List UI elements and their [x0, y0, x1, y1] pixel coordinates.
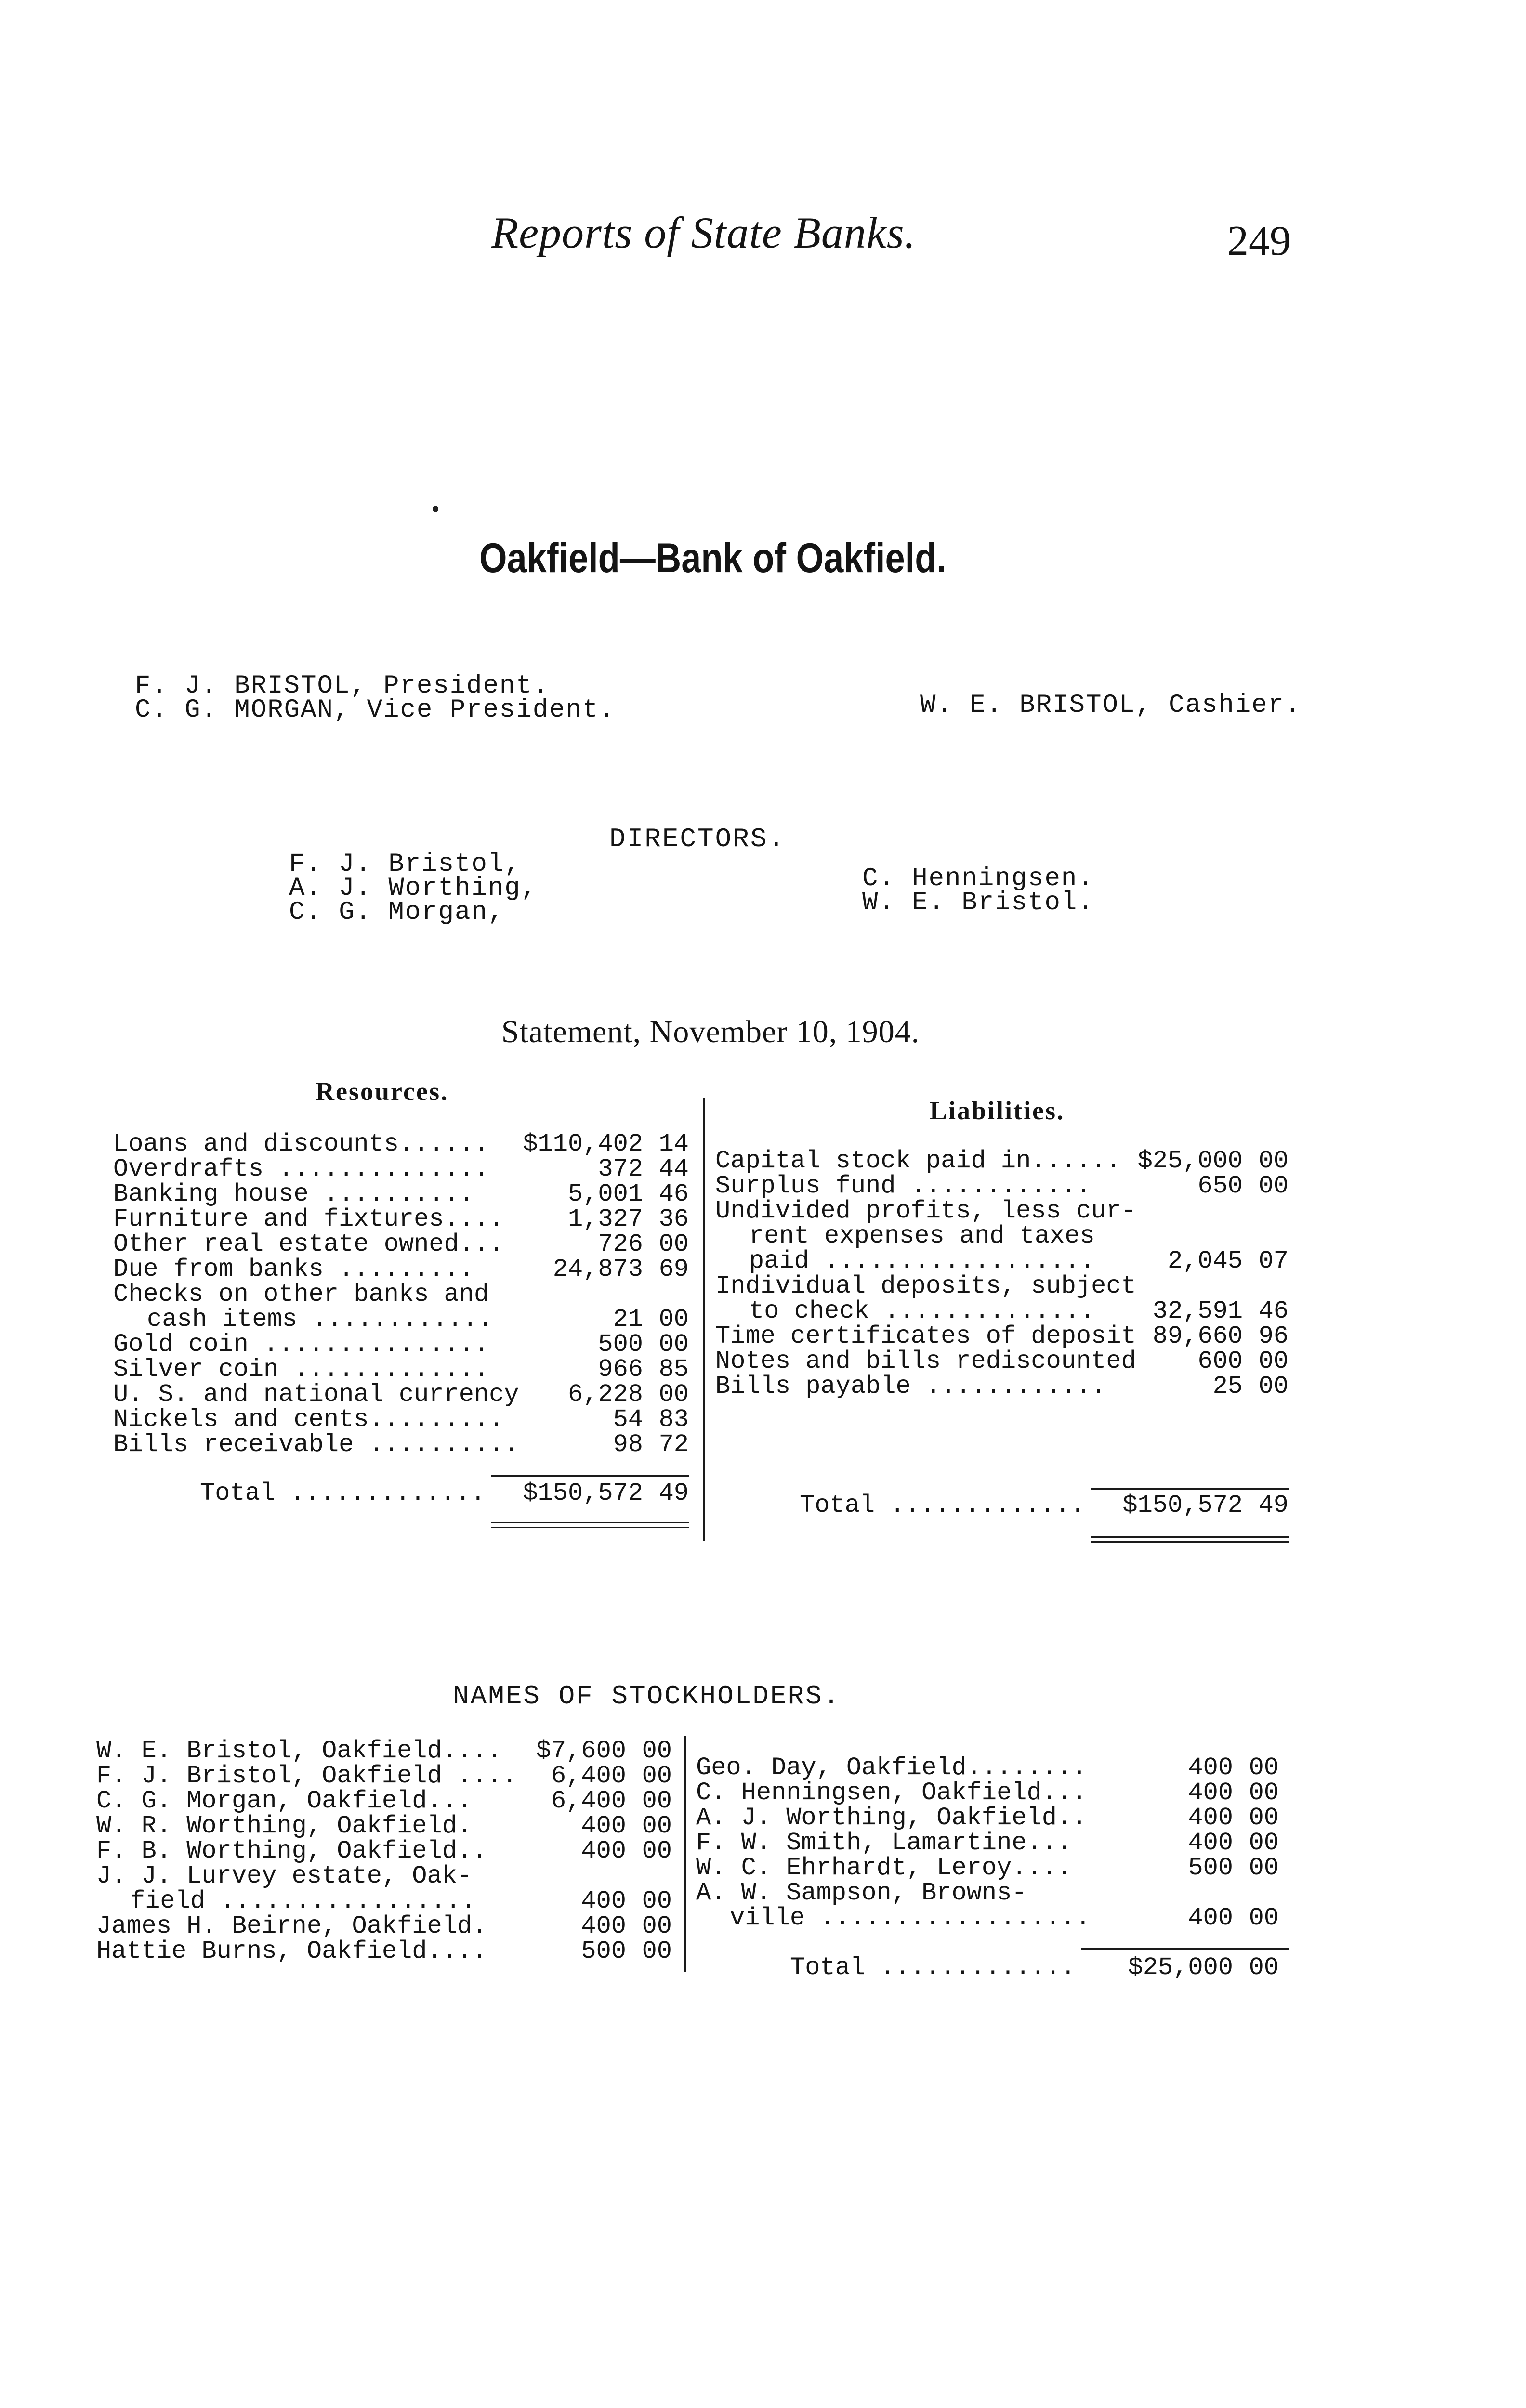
row-dollars: 5,001	[567, 1180, 643, 1208]
row-dollars: 966	[598, 1355, 643, 1384]
row-cents: 07	[1258, 1247, 1289, 1275]
row-label: W. C. Ehrhardt, Leroy....	[696, 1854, 1072, 1882]
table-row	[696, 1780, 1286, 1806]
table-row	[113, 1307, 696, 1332]
row-cents: 00	[1249, 1854, 1279, 1882]
resources-table	[113, 1132, 696, 1517]
row-cents: 00	[642, 1837, 672, 1865]
directors-left	[289, 852, 538, 925]
table-row	[696, 1906, 1286, 1931]
row-label: Hattie Burns, Oakfield....	[96, 1937, 487, 1965]
row-label: Individual deposits, subject	[715, 1272, 1136, 1300]
row-label: Bills receivable ..........	[113, 1430, 519, 1459]
table-row	[715, 1224, 1296, 1249]
row-label: F. B. Worthing, Oakfield..	[96, 1837, 487, 1865]
table-row	[96, 1764, 679, 1789]
row-cents: 00	[1258, 1347, 1289, 1375]
row-label: Bills payable ............	[715, 1372, 1106, 1400]
row-cents: 46	[658, 1180, 689, 1208]
row-label: field .................	[130, 1887, 476, 1915]
row-dollars: 54	[613, 1405, 643, 1434]
director: C. G. Morgan,	[289, 898, 505, 927]
stockholders-total-row	[790, 1955, 1286, 1984]
row-cents: 00	[658, 1330, 689, 1359]
stockholders-total-label: Total .............	[790, 1953, 1076, 1982]
officer-vice-president: C. G. MORGAN, Vice President.	[135, 695, 616, 725]
resources-total-rule	[491, 1475, 689, 1477]
row-label: A. W. Sampson, Browns-	[696, 1879, 1027, 1907]
table-row	[715, 1349, 1296, 1374]
row-cents: 96	[1258, 1322, 1289, 1350]
row-cents: 00	[658, 1380, 689, 1409]
running-title: Reports of State Banks.	[491, 208, 916, 257]
liabilities-total-cents: 49	[1258, 1491, 1289, 1519]
row-cents: 36	[658, 1205, 689, 1233]
row-cents: 44	[658, 1155, 689, 1183]
directors-right	[862, 864, 1094, 917]
table-row	[715, 1374, 1296, 1399]
row-label: F. W. Smith, Lamartine...	[696, 1829, 1072, 1857]
row-cents: 46	[1258, 1297, 1289, 1325]
row-label: J. J. Lurvey estate, Oak-	[96, 1862, 473, 1890]
table-row	[113, 1332, 696, 1357]
row-dollars: 400	[1188, 1904, 1233, 1932]
row-cents: 00	[642, 1787, 672, 1815]
row-dollars: 2,045	[1167, 1247, 1243, 1275]
row-label: James H. Beirne, Oakfield.	[96, 1912, 487, 1940]
row-label: Geo. Day, Oakfield........	[696, 1754, 1087, 1782]
table-row	[113, 1207, 696, 1232]
row-dollars: 25	[1212, 1372, 1243, 1400]
row-label: ville ..................	[730, 1904, 1091, 1932]
row-dollars: 1,327	[567, 1205, 643, 1233]
bank-title: Oakfield—Bank of Oakfield.	[479, 535, 947, 581]
row-dollars: 400	[1188, 1804, 1233, 1832]
row-dollars: 400	[581, 1837, 626, 1865]
director: W. E. Bristol.	[862, 888, 1094, 917]
row-label: A. J. Worthing, Oakfield..	[696, 1804, 1087, 1832]
officer-cashier: W. E. BRISTOL, Cashier.	[920, 691, 1302, 720]
row-cents: 00	[642, 1737, 672, 1765]
row-dollars: 400	[581, 1912, 626, 1940]
row-dollars: 650	[1197, 1172, 1243, 1200]
row-dollars: 6,228	[567, 1380, 643, 1409]
row-label: W. R. Worthing, Oakfield.	[96, 1812, 473, 1840]
table-row	[696, 1806, 1286, 1831]
row-dollars: 500	[581, 1937, 626, 1965]
table-row	[113, 1257, 696, 1282]
table-row	[96, 1889, 679, 1914]
row-label: Undivided profits, less cur-	[715, 1197, 1136, 1225]
table-row	[715, 1249, 1296, 1274]
resources-total-row	[200, 1481, 696, 1510]
row-cents: 00	[658, 1230, 689, 1258]
table-row	[96, 1739, 679, 1764]
table-row	[696, 1881, 1286, 1906]
row-label: Overdrafts ..............	[113, 1155, 489, 1183]
row-cents: 00	[1258, 1147, 1289, 1175]
stockholders-total-rule	[1081, 1948, 1289, 1950]
stockholders-divider	[684, 1736, 686, 1972]
table-row	[96, 1864, 679, 1889]
row-cents: 00	[642, 1762, 672, 1790]
row-cents: 00	[1249, 1804, 1279, 1832]
resources-total-cents: 49	[658, 1479, 689, 1507]
row-dollars: 726	[598, 1230, 643, 1258]
table-row	[113, 1357, 696, 1382]
table-row	[715, 1299, 1296, 1324]
row-label: U. S. and national currency	[113, 1380, 519, 1409]
stockholders-right-table	[696, 1755, 1286, 1958]
row-dollars: 400	[1188, 1829, 1233, 1857]
row-label: rent expenses and taxes	[749, 1222, 1095, 1250]
row-label: Capital stock paid in......	[715, 1147, 1121, 1175]
statement-title: Statement, November 10, 1904.	[501, 1014, 920, 1049]
page-number: 249	[1227, 218, 1291, 264]
row-cents: 00	[1258, 1172, 1289, 1200]
row-cents: 85	[658, 1355, 689, 1384]
row-dollars: 24,873	[553, 1255, 643, 1283]
directors-heading: DIRECTORS.	[609, 824, 786, 854]
director: F. J. Bristol,	[289, 850, 521, 879]
table-row	[113, 1382, 696, 1407]
row-dollars: 89,660	[1152, 1322, 1243, 1350]
resources-total-label: Total .............	[200, 1479, 486, 1507]
row-label: Silver coin .............	[113, 1355, 489, 1384]
row-cents: 00	[1258, 1372, 1289, 1400]
row-dollars: 400	[581, 1812, 626, 1840]
stockholders-total-dollars: $25,000	[1128, 1953, 1233, 1982]
row-dollars: 500	[598, 1330, 643, 1359]
table-row	[96, 1814, 679, 1839]
liabilities-heading: Liabilities.	[930, 1096, 1065, 1125]
row-cents: 00	[1249, 1904, 1279, 1932]
row-cents: 00	[1249, 1829, 1279, 1857]
row-cents: 72	[658, 1430, 689, 1459]
row-label: Surplus fund ............	[715, 1172, 1092, 1200]
table-row	[715, 1149, 1296, 1174]
table-row	[113, 1132, 696, 1157]
table-row	[696, 1831, 1286, 1856]
director: C. Henningsen.	[862, 864, 1094, 893]
row-dollars: 32,591	[1152, 1297, 1243, 1325]
row-dollars: $25,000	[1137, 1147, 1243, 1175]
table-row	[715, 1199, 1296, 1224]
table-row	[113, 1407, 696, 1432]
liabilities-table	[715, 1149, 1296, 1418]
stockholders-left-table	[96, 1739, 679, 1970]
row-dollars: 6,400	[551, 1787, 626, 1815]
row-label: Notes and bills rediscounted	[715, 1347, 1136, 1375]
row-dollars: $110,402	[523, 1130, 643, 1158]
liabilities-total-label: Total .............	[800, 1491, 1085, 1519]
table-row	[715, 1274, 1296, 1299]
resources-heading: Resources.	[316, 1077, 449, 1106]
row-label: Due from banks .........	[113, 1255, 474, 1283]
row-dollars: 372	[598, 1155, 643, 1183]
row-dollars: 400	[581, 1887, 626, 1915]
row-label: paid ..................	[749, 1247, 1095, 1275]
row-dollars: 500	[1188, 1854, 1233, 1882]
row-dollars: 98	[613, 1430, 643, 1459]
row-label: Loans and discounts......	[113, 1130, 489, 1158]
row-label: F. J. Bristol, Oakfield ....	[96, 1762, 517, 1790]
row-label: Time certificates of deposit	[715, 1322, 1136, 1350]
row-cents: 00	[642, 1812, 672, 1840]
row-label: Nickels and cents.........	[113, 1405, 504, 1434]
officers-left	[135, 671, 616, 725]
officer-president: F. J. BRISTOL, President.	[135, 671, 550, 701]
table-row	[96, 1789, 679, 1814]
stray-mark	[433, 506, 438, 512]
row-label: W. E. Bristol, Oakfield....	[96, 1737, 502, 1765]
liabilities-total-double-rule	[1091, 1536, 1289, 1538]
table-row	[113, 1282, 696, 1307]
table-row	[96, 1914, 679, 1939]
row-cents: 00	[1249, 1779, 1279, 1807]
resources-total-dollars: $150,572	[523, 1479, 643, 1507]
row-label: Banking house ..........	[113, 1180, 474, 1208]
stockholders-heading: NAMES OF STOCKHOLDERS.	[453, 1681, 841, 1712]
liabilities-total-row	[800, 1493, 1296, 1522]
liabilities-total-double-rule-2	[1091, 1541, 1289, 1543]
liabilities-total-rule	[1091, 1488, 1289, 1490]
table-row	[96, 1839, 679, 1864]
row-label: to check ..............	[749, 1297, 1095, 1325]
director: A. J. Worthing,	[289, 874, 538, 903]
table-row	[113, 1157, 696, 1182]
table-row	[113, 1432, 696, 1457]
row-cents: 00	[642, 1937, 672, 1965]
row-cents: 00	[1249, 1754, 1279, 1782]
row-label: Gold coin ...............	[113, 1330, 489, 1359]
table-row	[96, 1939, 679, 1964]
row-cents: 83	[658, 1405, 689, 1434]
row-dollars: 400	[1188, 1779, 1233, 1807]
table-row	[113, 1182, 696, 1207]
row-dollars: $7,600	[536, 1737, 626, 1765]
resources-total-double-rule-2	[491, 1527, 689, 1528]
statement-divider	[703, 1098, 705, 1541]
resources-total-double-rule	[491, 1522, 689, 1523]
row-label: Checks on other banks and	[113, 1280, 489, 1309]
row-cents: 69	[658, 1255, 689, 1283]
table-row	[715, 1174, 1296, 1199]
row-dollars: 400	[1188, 1754, 1233, 1782]
row-cents: 00	[642, 1887, 672, 1915]
row-cents: 00	[642, 1912, 672, 1940]
table-row	[715, 1324, 1296, 1349]
row-dollars: 21	[613, 1305, 643, 1334]
liabilities-total-dollars: $150,572	[1122, 1491, 1243, 1519]
row-cents: 14	[658, 1130, 689, 1158]
table-row	[696, 1755, 1286, 1780]
row-dollars: 6,400	[551, 1762, 626, 1790]
row-label: cash items ............	[147, 1305, 493, 1334]
row-cents: 00	[658, 1305, 689, 1334]
table-row	[113, 1232, 696, 1257]
table-row	[696, 1856, 1286, 1881]
row-label: Furniture and fixtures....	[113, 1205, 504, 1233]
row-label: Other real estate owned...	[113, 1230, 504, 1258]
stockholders-total-cents: 00	[1249, 1953, 1279, 1982]
row-label: C. G. Morgan, Oakfield...	[96, 1787, 473, 1815]
row-label: C. Henningsen, Oakfield...	[696, 1779, 1087, 1807]
row-dollars: 600	[1197, 1347, 1243, 1375]
